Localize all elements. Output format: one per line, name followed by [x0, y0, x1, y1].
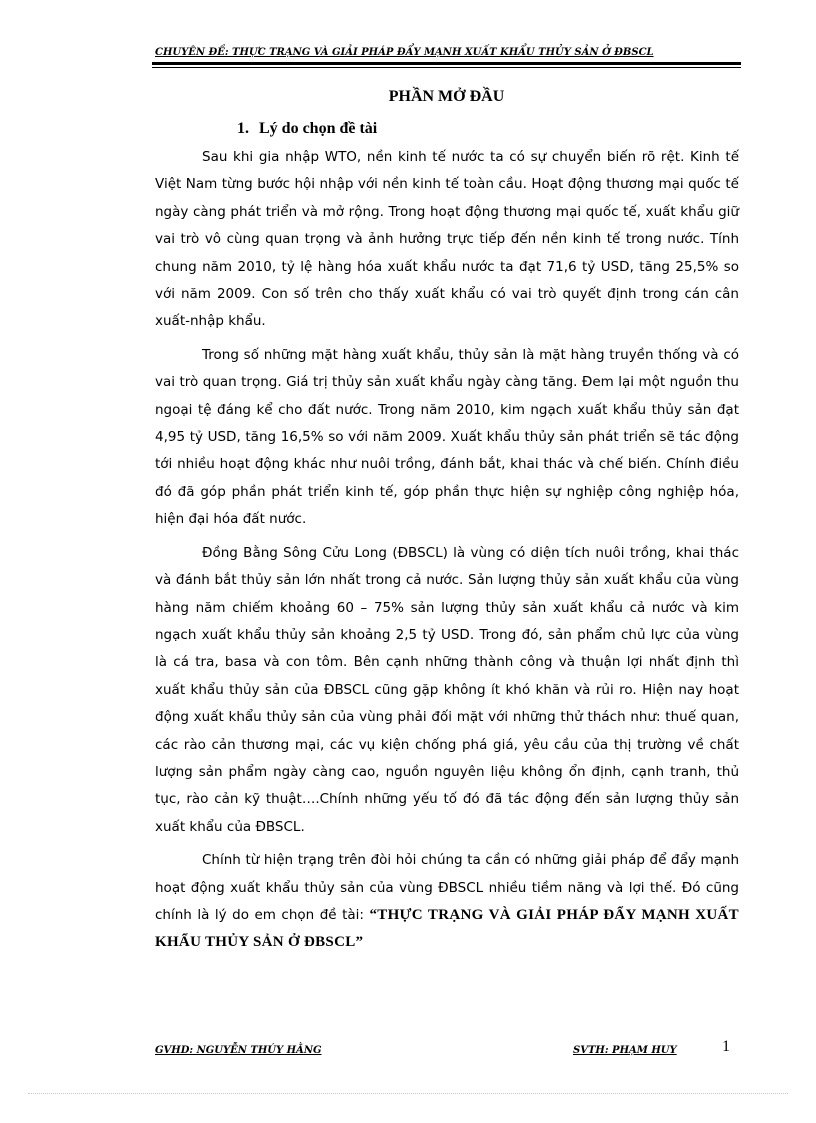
- footer-advisor: GVHD: NGUYỄN THÚY HẰNG: [155, 1045, 322, 1056]
- section-number: 1.: [237, 120, 249, 137]
- header-rule-thin: [152, 67, 741, 68]
- page-bottom-dotted-line: [28, 1093, 788, 1094]
- paragraph-3: Đồng Bằng Sông Cửu Long (ĐBSCL) là vùng có diện tích nuôi trồng, khai thác và đánh bắt thủy sản lớn nhất trong cả nước. Sản lượng thủy sản xuất khẩu của vùng hàng năm chiếm khoảng 60 – 75% sản lượng thủy sản xuất khẩu cả nước và kim ngạch xuất khẩu thủy sản khoảng 2,5 tỷ USD. Trong đó, sản phẩm chủ lực của vùng là cá tra, basa và con tôm. Bên cạnh những thành công và thuận lợi nhất định thì xuất khẩu thủy sản của ĐBSCL cũng gặp không ít khó khăn và rủi ro. Hiện nay hoạt động xuất khẩu thủy sản của vùng phải đối mặt với những thử thách như: thuế quan, các rào cản thương mại, các vụ kiện chống phá giá, yêu cầu của thị trường về chất lượng sản phẩm ngày càng cao, nguồn nguyên liệu không ổn định, cạnh tranh, thủ tục, rào cản kỹ thuật….Chính những yếu tố đó đã tác động đến sản lượng thủy sản xuất khẩu của ĐBSCL.: [155, 544, 739, 835]
- running-header: CHUYÊN ĐỀ: THỰC TRẠNG VÀ GIẢI PHÁP ĐẨY MẠNH XUẤT KHẨU THỦY SẢN Ở ĐBSCL: [155, 47, 654, 58]
- page-number: 1: [722, 1038, 730, 1055]
- paragraph-4: [155, 847, 739, 957]
- section-heading-text: Lý do chọn đề tài: [259, 120, 378, 137]
- page-title: PHẦN MỞ ĐẦU: [388, 88, 505, 105]
- paragraph-1: Sau khi gia nhập WTO, nền kinh tế nước ta có sự chuyển biến rõ rệt. Kinh tế Việt Nam từng bước hội nhập với nền kinh tế toàn cầu. Hoạt động thương mại quốc tế ngày càng phát triển và mở rộng. Trong hoạt động thương mại quốc tế, xuất khẩu giữ vai trò vô cùng quan trọng và ảnh hưởng trực tiếp đến nền kinh tế trong nước. Tính chung năm 2010, tỷ lệ hàng hóa xuất khẩu nước ta đạt 71,6 tỷ USD, tăng 25,5% so với năm 2009. Con số trên cho thấy xuất khẩu có vai trò quyết định trong cán cân xuất-nhập khẩu.: [155, 149, 739, 330]
- paragraph-2: Trong số những mặt hàng xuất khẩu, thủy sản là mặt hàng truyền thống và có vai trò quan trọng. Giá trị thủy sản xuất khẩu ngày càng tăng. Đem lại một nguồn thu ngoại tệ đáng kể cho đất nước. Trong năm 2010, kim ngạch xuất khẩu thủy sản đạt 4,95 tỷ USD, tăng 16,5% so với năm 2009. Xuất khẩu thủy sản phát triển sẽ tác động tới nhiều hoạt động khác như nuôi trồng, đánh bắt, khai thác và chế biến. Chính điều đó đã góp phần phát triển kinh tế, góp phần thực hiện sự nghiệp công nghiệp hóa, hiện đại hóa đất nước.: [155, 346, 739, 528]
- footer-student: SVTH: PHẠM HUY: [573, 1045, 677, 1056]
- body-content: [155, 144, 739, 957]
- paragraph-4-lead: Chính từ hiện trạng trên đòi hỏi chúng ta cần có những giải pháp để đẩy mạnh hoạt động xuất khẩu thủy sản của vùng ĐBSCL nhiều tiềm năng và lợi thế. Đó cũng chính là lý do em chọn đề tài:: [155, 852, 739, 923]
- section-heading: [237, 120, 377, 138]
- topic-title: “THỰC TRẠNG VÀ GIẢI PHÁP ĐẨY MẠNH XUẤT KHẨU THỦY SẢN Ở ĐBSCL”: [155, 906, 739, 951]
- header-rule-thick: [152, 62, 741, 65]
